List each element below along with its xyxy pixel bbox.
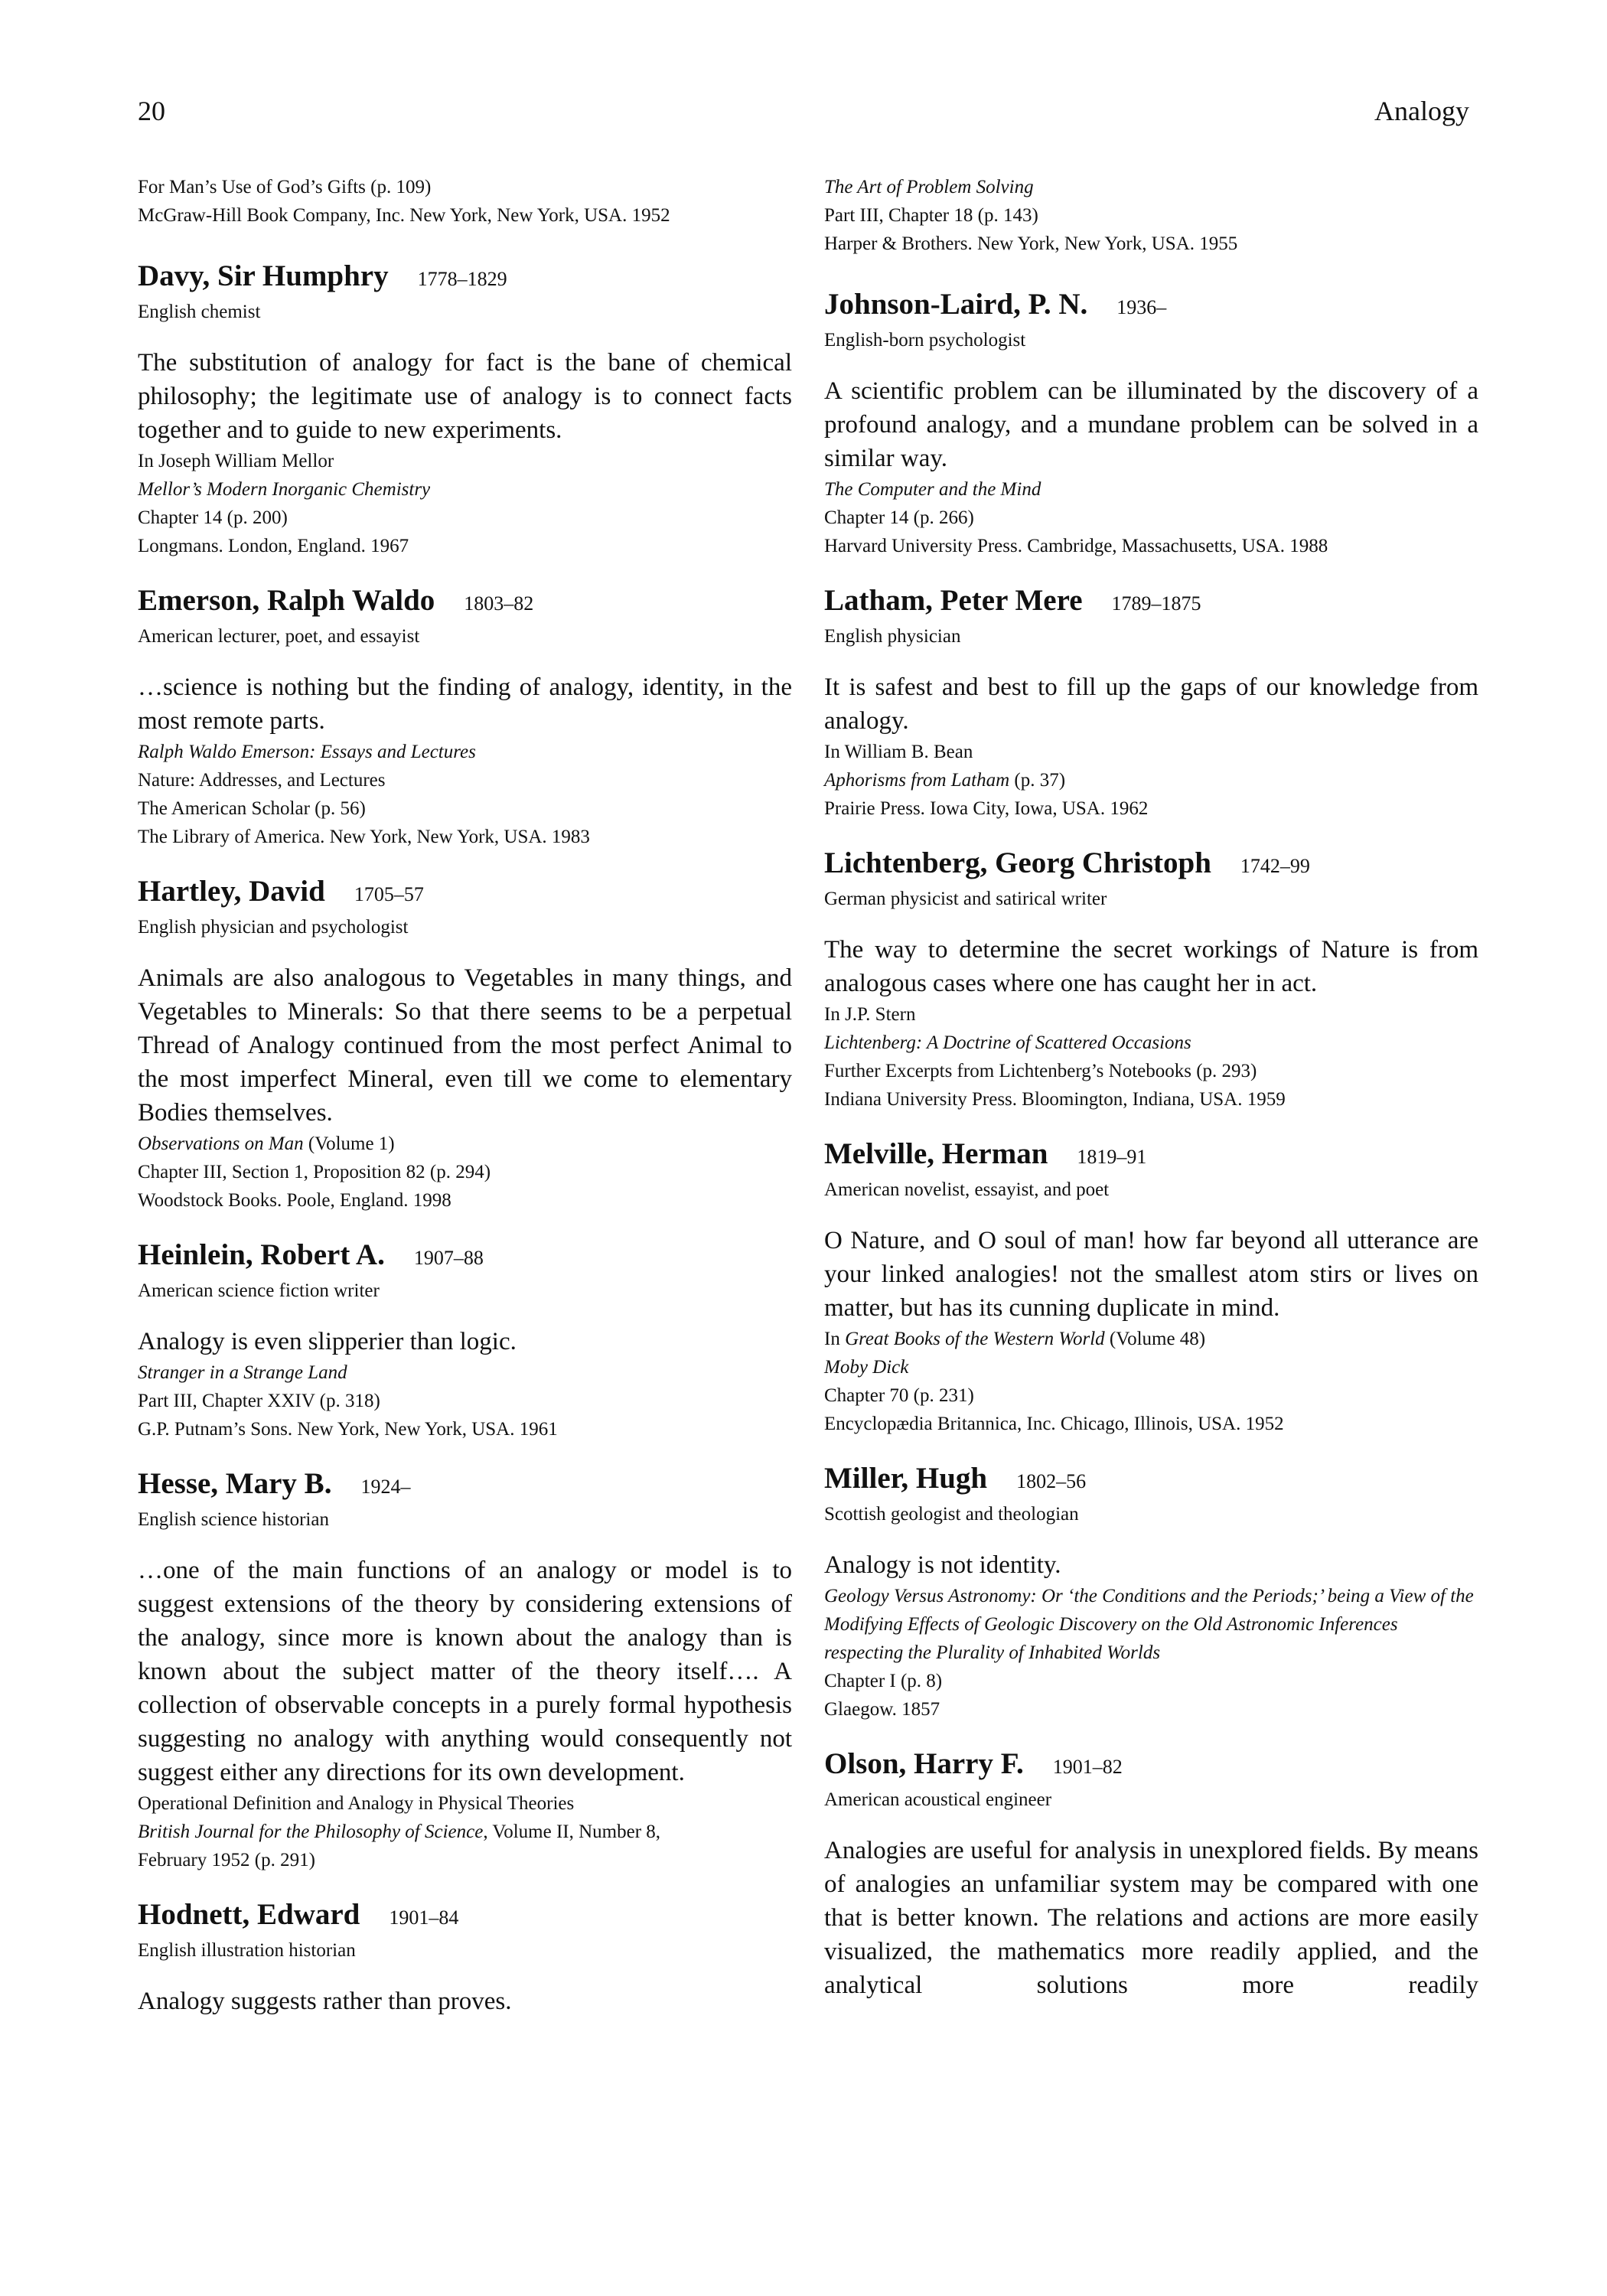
quote-text: Analogy is even slipperier than logic.	[138, 1328, 517, 1355]
quote-text: A scientific problem can be illuminated by the discovery of a profound analogy, and a mundane problem can be solved in a similar way.	[824, 377, 1478, 472]
author-dates: 1778–1829	[417, 268, 507, 290]
quote-text: The way to determine the secret workings of Nature is from analogous cases where one has caught her in act.	[824, 936, 1478, 997]
author-name: Melville, Herman	[824, 1137, 1048, 1170]
author-name: Olson, Harry F.	[824, 1747, 1024, 1780]
continued-entry	[824, 173, 1478, 258]
author-description: English physician and psychologist	[138, 917, 409, 938]
entry-heinlein	[138, 1238, 792, 1443]
citation-line: Part III, Chapter 18 (p. 143)	[824, 205, 1038, 226]
author-description: English illustration historian	[138, 1940, 356, 1961]
author-description: English physician	[824, 626, 961, 647]
citation-title: Observations on Man	[138, 1133, 304, 1154]
citation-line: McGraw-Hill Book Company, Inc. New York, New York, USA. 1952	[138, 205, 670, 226]
left-column	[138, 173, 792, 2041]
author-dates: 1789–1875	[1111, 592, 1201, 615]
citation-line: Longmans. London, England. 1967	[138, 536, 409, 556]
citation-detail: (Volume 48)	[1104, 1329, 1206, 1349]
author-name: Latham, Peter Mere	[824, 584, 1083, 617]
citation-line: G.P. Putnam’s Sons. New York, New York, USA. 1961	[138, 1419, 558, 1440]
citation-line: Chapter 70 (p. 231)	[824, 1385, 974, 1406]
citation-line: Indiana University Press. Bloomington, Indiana, USA. 1959	[824, 1089, 1286, 1110]
citation-line: February 1952 (p. 291)	[138, 1850, 315, 1870]
citation-title: The Computer and the Mind	[824, 479, 1041, 500]
citation-title: The Art of Problem Solving	[824, 177, 1034, 197]
citation-title: Ralph Waldo Emerson: Essays and Lectures	[138, 742, 476, 762]
citation-line: The American Scholar (p. 56)	[138, 798, 366, 819]
citation-line: Glaegow. 1857	[824, 1699, 940, 1720]
citation-title: Geology Versus Astronomy: Or ‘the Conditions and the Periods;’ being a View of the Modifying Effects of Geologic Discovery on the Old Astronomic Inferences respecting the Plurality of Inhabited Worlds	[824, 1586, 1474, 1663]
author-description: English chemist	[138, 302, 261, 322]
citation-title: Stranger in a Strange Land	[138, 1362, 347, 1383]
citation-line	[138, 1818, 792, 1846]
author-dates: 1924–	[360, 1476, 411, 1498]
author-name: Hodnett, Edward	[138, 1898, 360, 1931]
author-dates: 1802–56	[1016, 1470, 1087, 1492]
citation-line: In Joseph William Mellor	[138, 451, 334, 471]
quote-text: Analogies are useful for analysis in unexplored fields. By means of analogies an unfamiliar system may be compared with one that is better known. The relations and actions are more easily visualized, the mathematics more readily applied, and the analytical solutions more readily	[824, 1837, 1478, 1999]
entry-davy	[138, 259, 792, 560]
author-dates: 1742–99	[1240, 855, 1310, 877]
citation-title: Mellor’s Modern Inorganic Chemistry	[138, 479, 431, 500]
author-name: Lichtenberg, Georg Christoph	[824, 846, 1211, 879]
author-dates: 1901–84	[389, 1906, 459, 1929]
author-dates: 1819–91	[1077, 1146, 1147, 1168]
entry-emerson	[138, 583, 792, 851]
citation-detail: , Volume II, Number 8,	[483, 1821, 661, 1842]
citation-line	[824, 766, 1478, 794]
author-dates: 1907–88	[413, 1247, 484, 1269]
citation-line: Chapter I (p. 8)	[824, 1671, 943, 1691]
citation-line: In William B. Bean	[824, 742, 973, 762]
author-name: Hesse, Mary B.	[138, 1467, 332, 1500]
entry-melville	[824, 1137, 1478, 1438]
quote-text: Analogy suggests rather than proves.	[138, 1988, 512, 2015]
citation-line: Harvard University Press. Cambridge, Massachusetts, USA. 1988	[824, 536, 1328, 556]
citation-title: Great Books of the Western World	[845, 1329, 1105, 1349]
author-description: American science fiction writer	[138, 1280, 380, 1301]
author-description: American novelist, essayist, and poet	[824, 1179, 1110, 1200]
citation-line: Harper & Brothers. New York, New York, USA. 1955	[824, 233, 1238, 254]
entry-lichtenberg	[824, 846, 1478, 1114]
author-dates: 1936–	[1116, 296, 1167, 318]
author-description: English-born psychologist	[824, 330, 1026, 351]
continued-entry	[138, 173, 792, 230]
right-column	[824, 173, 1478, 2025]
entry-latham	[824, 583, 1478, 823]
citation-line: Woodstock Books. Poole, England. 1998	[138, 1190, 451, 1211]
quote-text: Animals are also analogous to Vegetables in many things, and Vegetables to Minerals: So that there seems to be a perpetual Thread of Analogy continued from the most perfect Animal to the most imperfect Mineral, even till we come to elementary Bodies themselves.	[138, 964, 792, 1127]
author-name: Davy, Sir Humphry	[138, 259, 389, 292]
author-dates: 1705–57	[354, 883, 424, 905]
author-description: Scottish geologist and theologian	[824, 1504, 1079, 1525]
quote-text: The substitution of analogy for fact is the bane of chemical philosophy; the legitimate use of analogy is to connect facts together and to guide to new experiments.	[138, 349, 792, 444]
author-description: German physicist and satirical writer	[824, 889, 1107, 909]
author-description: American lecturer, poet, and essayist	[138, 626, 420, 647]
citation-title: Aphorisms from Latham	[824, 770, 1010, 791]
quote-text: …science is nothing but the finding of analogy, identity, in the most remote parts.	[138, 673, 792, 735]
entry-miller	[824, 1461, 1478, 1724]
citation-line: In J.P. Stern	[824, 1004, 916, 1025]
quote-text: Analogy is not identity.	[824, 1551, 1061, 1579]
citation-prefix: In	[824, 1329, 846, 1349]
author-description: English science historian	[138, 1509, 329, 1530]
entry-hartley	[138, 874, 792, 1215]
entry-olson	[824, 1746, 1478, 2002]
citation-line: Encyclopædia Britannica, Inc. Chicago, Illinois, USA. 1952	[824, 1414, 1284, 1434]
citation-line: Operational Definition and Analogy in Physical Theories	[138, 1793, 575, 1814]
citation-line: Part III, Chapter XXIV (p. 318)	[138, 1391, 380, 1411]
author-description: American acoustical engineer	[824, 1789, 1052, 1810]
citation-line: Chapter 14 (p. 200)	[138, 507, 288, 528]
citation-title: British Journal for the Philosophy of Science	[138, 1821, 484, 1842]
citation-line: Chapter III, Section 1, Proposition 82 (p. 294)	[138, 1162, 491, 1182]
author-name: Emerson, Ralph Waldo	[138, 584, 435, 617]
quote-text: O Nature, and O soul of man! how far beyond all utterance are your linked analogies! not the smallest atom stirs or lives on matter, but has its cunning duplicate in mind.	[824, 1227, 1478, 1322]
author-name: Hartley, David	[138, 875, 325, 908]
citation-line	[824, 1325, 1478, 1353]
author-dates: 1803–82	[464, 592, 534, 615]
citation-line: Nature: Addresses, and Lectures	[138, 770, 386, 791]
quote-text: It is safest and best to fill up the gaps of our knowledge from analogy.	[824, 673, 1478, 735]
citation-line: The Library of America. New York, New York, USA. 1983	[138, 827, 590, 847]
entry-hesse	[138, 1466, 792, 1874]
citation-line: For Man’s Use of God’s Gifts (p. 109)	[138, 177, 432, 197]
citation-line: Further Excerpts from Lichtenberg’s Notebooks (p. 293)	[824, 1061, 1257, 1081]
author-name: Miller, Hugh	[824, 1462, 988, 1495]
citation-line	[138, 1130, 792, 1158]
citation-detail: (Volume 1)	[303, 1133, 395, 1154]
citation-detail: (p. 37)	[1009, 770, 1066, 791]
citation-title: Moby Dick	[824, 1357, 909, 1378]
entry-johnson-laird	[824, 287, 1478, 560]
citation-title: Lichtenberg: A Doctrine of Scattered Occasions	[824, 1032, 1191, 1053]
page-number: 20	[138, 96, 165, 126]
citation-line: Chapter 14 (p. 266)	[824, 507, 974, 528]
author-name: Johnson-Laird, P. N.	[824, 288, 1088, 321]
running-head: Analogy	[1374, 96, 1469, 126]
page-header	[138, 95, 1469, 133]
quote-text: …one of the main functions of an analogy or model is to suggest extensions of the theory by considering extensions of the analogy, since more is known about the analogy than is known about the subject matter of the theory itself…. A collection of observable concepts in a purely formal hypothesis suggesting no analogy with anything would consequently not suggest either any directions for its own development.	[138, 1557, 792, 1786]
author-dates: 1901–82	[1052, 1756, 1123, 1778]
author-name: Heinlein, Robert A.	[138, 1238, 385, 1271]
citation-line: Prairie Press. Iowa City, Iowa, USA. 1962	[824, 798, 1149, 819]
entry-hodnett	[138, 1897, 792, 2018]
